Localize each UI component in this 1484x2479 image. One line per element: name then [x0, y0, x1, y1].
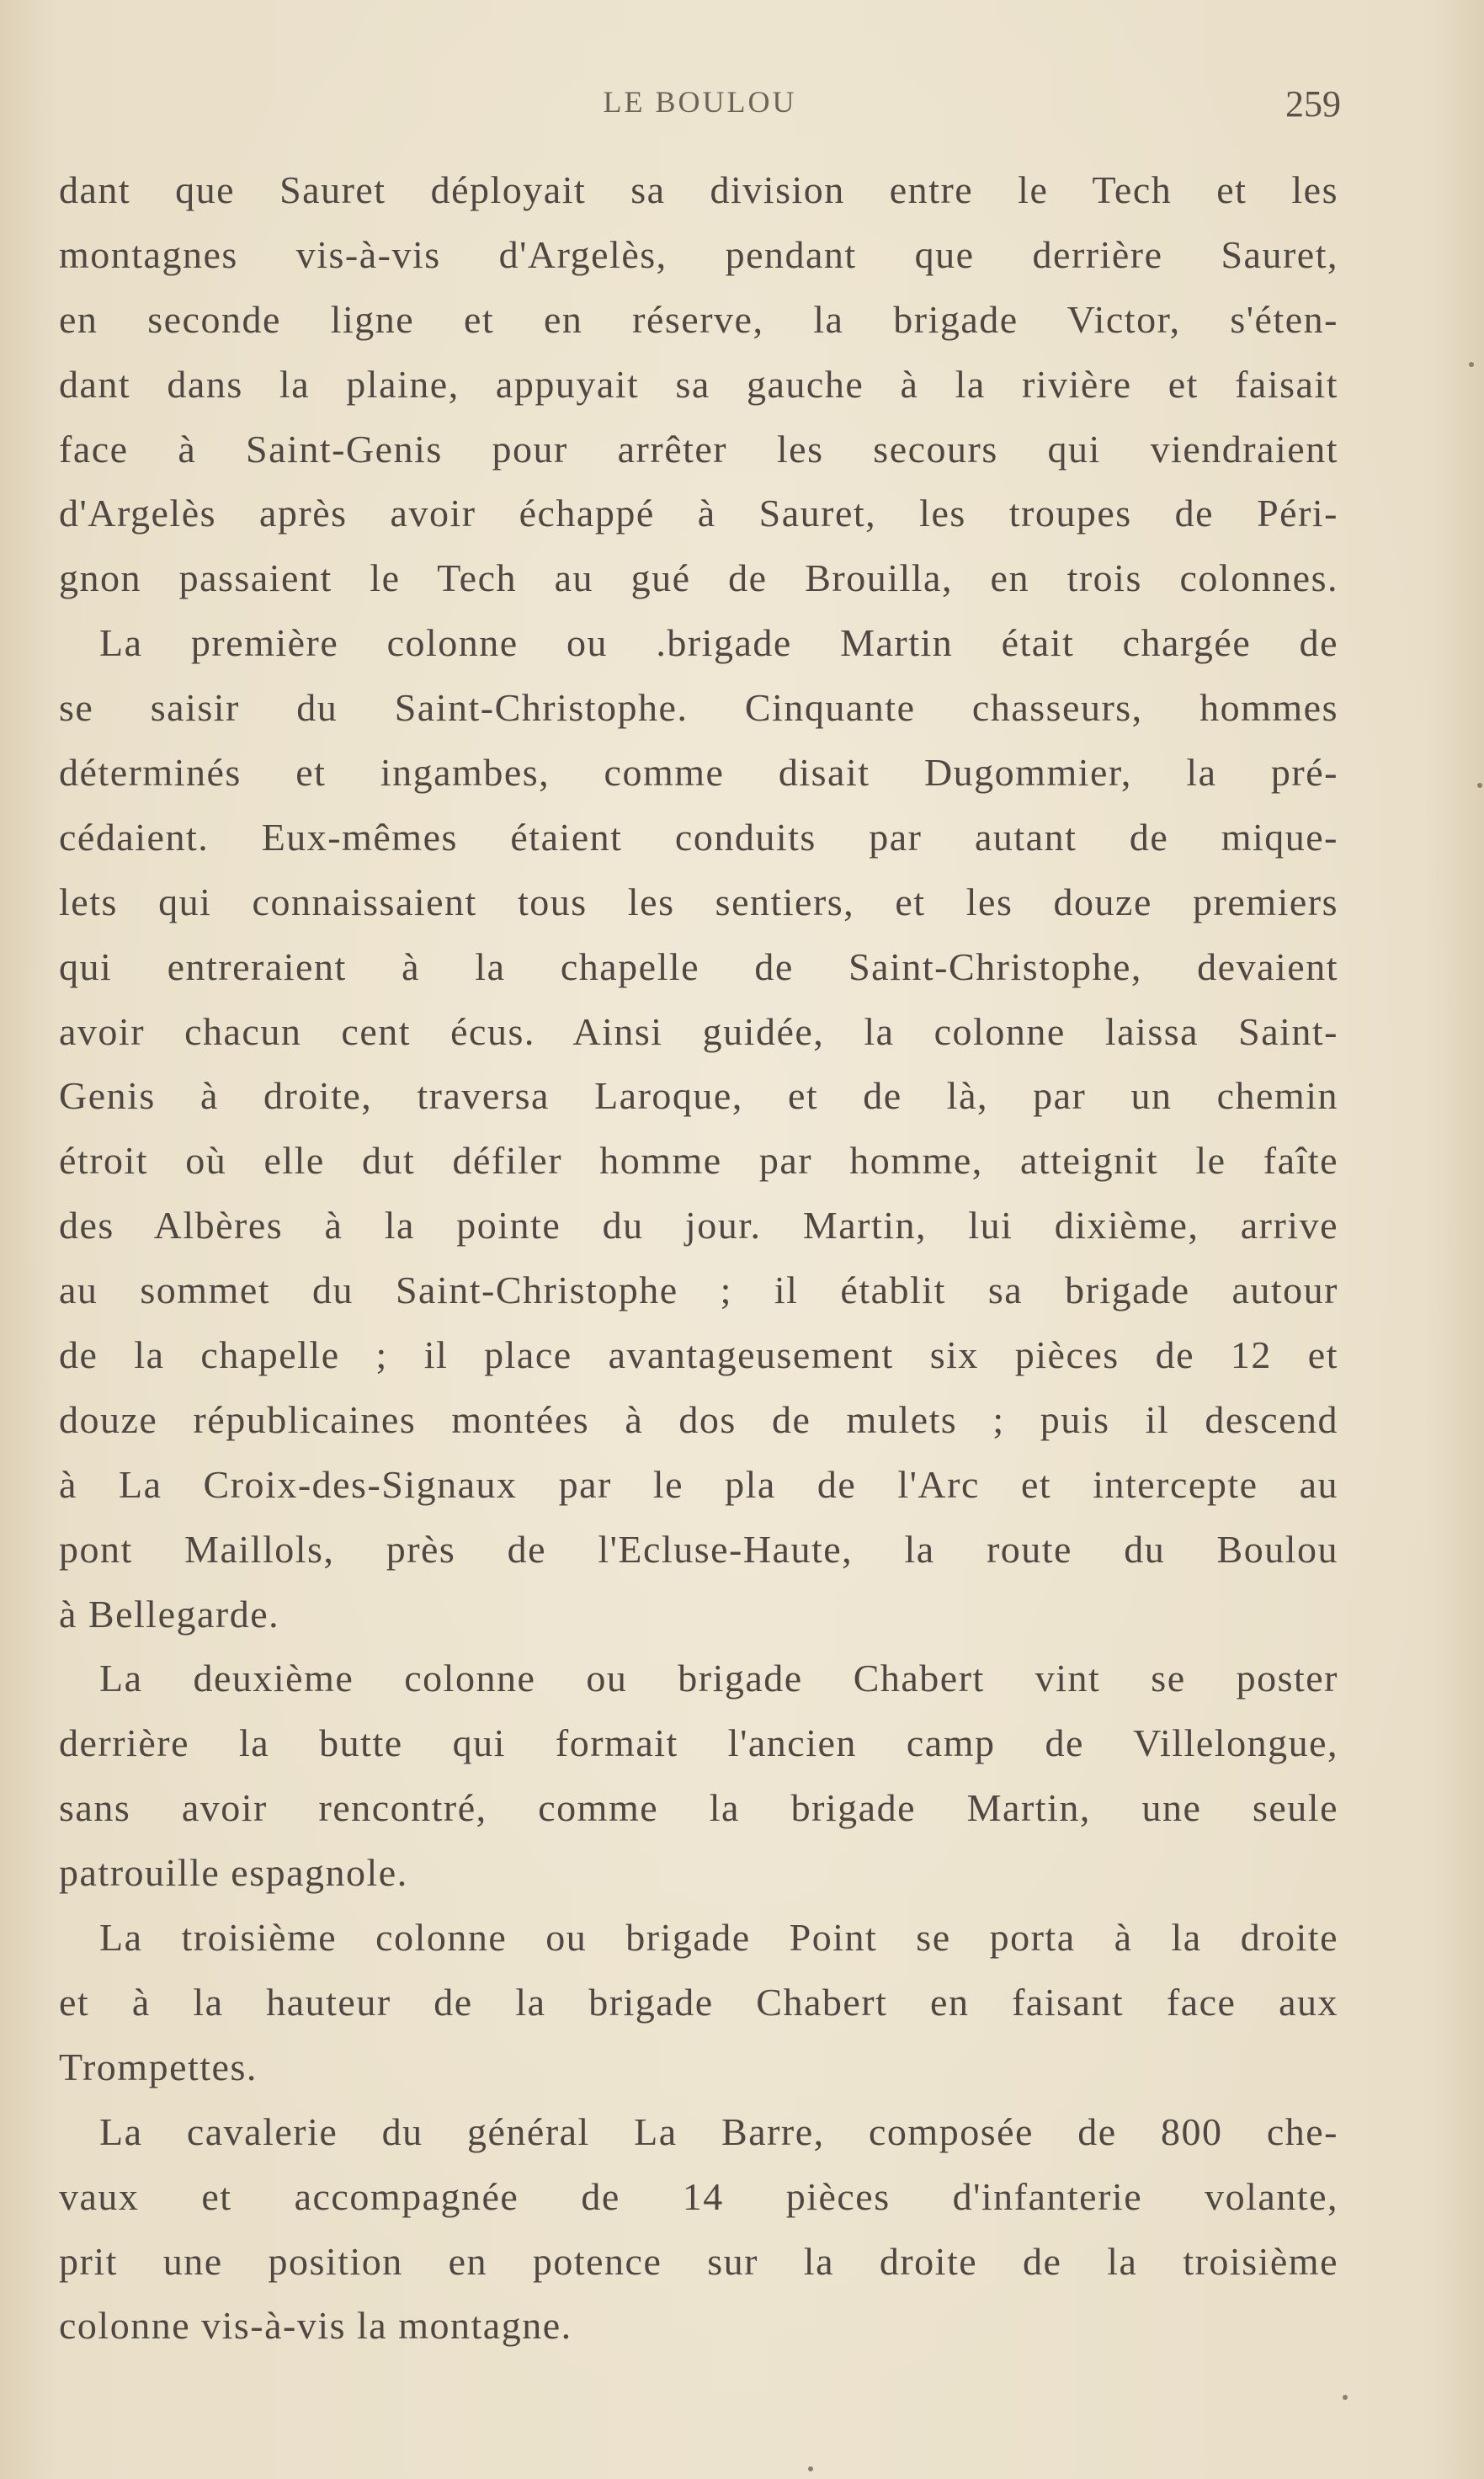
paper-speck	[1469, 362, 1474, 367]
paragraph-2	[59, 611, 1338, 1646]
text-line: douze républicaines montées à dos de mulets ; puis il descend	[59, 1397, 1338, 1441]
text-line: d'Argelès après avoir échappé à Sauret, les troupes de Péri-	[59, 492, 1338, 535]
text-line: à La Croix-des-Signaux par le pla de l'Arc et intercepte au	[59, 1462, 1338, 1506]
text-line: étroit où elle dut défiler homme par homme, atteignit le faîte	[59, 1139, 1338, 1183]
paper-speck	[808, 2466, 813, 2471]
text-line: derrière la butte qui formait l'ancien camp de Villelongue,	[59, 1721, 1338, 1765]
text-line: dant dans la plaine, appuyait sa gauche à la rivière et faisait	[59, 362, 1338, 406]
text-line: déterminés et ingambes, comme disait Dugommier, la pré-	[59, 751, 1338, 795]
paper-speck	[1477, 783, 1482, 788]
paper-speck	[1343, 2395, 1348, 2400]
text-line: face à Saint-Genis pour arrêter les secours qui viendraient	[59, 427, 1338, 471]
text-line: pont Maillols, près de l'Ecluse-Haute, la route du Boulou	[59, 1527, 1338, 1571]
text-line: La deuxième colonne ou brigade Chabert vint se poster	[99, 1657, 1338, 1700]
text-line: vaux et accompagnée de 14 pièces d'infanterie volante,	[59, 2174, 1338, 2218]
text-line: de la chapelle ; il place avantageusement six pièces de 12 et	[59, 1333, 1338, 1377]
text-line: avoir chacun cent écus. Ainsi guidée, la colonne laissa Saint-	[59, 1009, 1338, 1053]
text-line: Trompettes.	[59, 2045, 258, 2088]
running-head	[0, 84, 1484, 135]
text-line: La troisième colonne ou brigade Point se porta à la droite	[99, 1916, 1338, 1960]
text-line: La première colonne ou .brigade Martin était chargée de	[99, 621, 1338, 665]
text-line: montagnes vis-à-vis d'Argelès, pendant que derrière Sauret,	[59, 232, 1338, 276]
paragraph-3	[59, 1646, 1338, 1906]
text-line: Genis à droite, traversa Laroque, et de là, par un chemin	[59, 1074, 1338, 1118]
text-line: lets qui connaissaient tous les sentiers, et les douze premiers	[59, 880, 1338, 923]
text-line: au sommet du Saint-Christophe ; il établit sa brigade autour	[59, 1269, 1338, 1312]
text-line: La cavalerie du général La Barre, composée de 800 che-	[99, 2109, 1338, 2153]
text-line: dant que Sauret déployait sa division entre le Tech et les	[59, 168, 1338, 211]
text-line: des Albères à la pointe du jour. Martin, lui dixième, arrive	[59, 1204, 1338, 1247]
paragraph-1	[59, 158, 1338, 611]
text-line: qui entreraient à la chapelle de Saint-Christophe, devaient	[59, 944, 1338, 988]
text-line: en seconde ligne et en réserve, la brigade Victor, s'éten-	[59, 297, 1338, 341]
text-line: patrouille espagnole.	[59, 1851, 408, 1895]
text-line: colonne vis-à-vis la montagne.	[59, 2304, 572, 2348]
text-line: et à la hauteur de la brigade Chabert en faisant face aux	[59, 1980, 1338, 2024]
paragraph-5	[59, 2100, 1338, 2359]
text-line: à Bellegarde.	[59, 1592, 280, 1636]
paragraph-4	[59, 1906, 1338, 2100]
running-title: LE BOULOU	[603, 85, 797, 119]
body-text	[59, 158, 1338, 2359]
text-line: gnon passaient le Tech au gué de Brouilla, en trois colonnes.	[59, 556, 1338, 600]
text-line: cédaient. Eux-mêmes étaient conduits par autant de mique-	[59, 815, 1338, 859]
text-line: se saisir du Saint-Christophe. Cinquante chasseurs, hommes	[59, 686, 1338, 730]
text-line: prit une position en potence sur la droite de la troisième	[59, 2239, 1338, 2283]
text-line: sans avoir rencontré, comme la brigade Martin, une seule	[59, 1786, 1338, 1830]
page-number: 259	[1285, 83, 1341, 125]
